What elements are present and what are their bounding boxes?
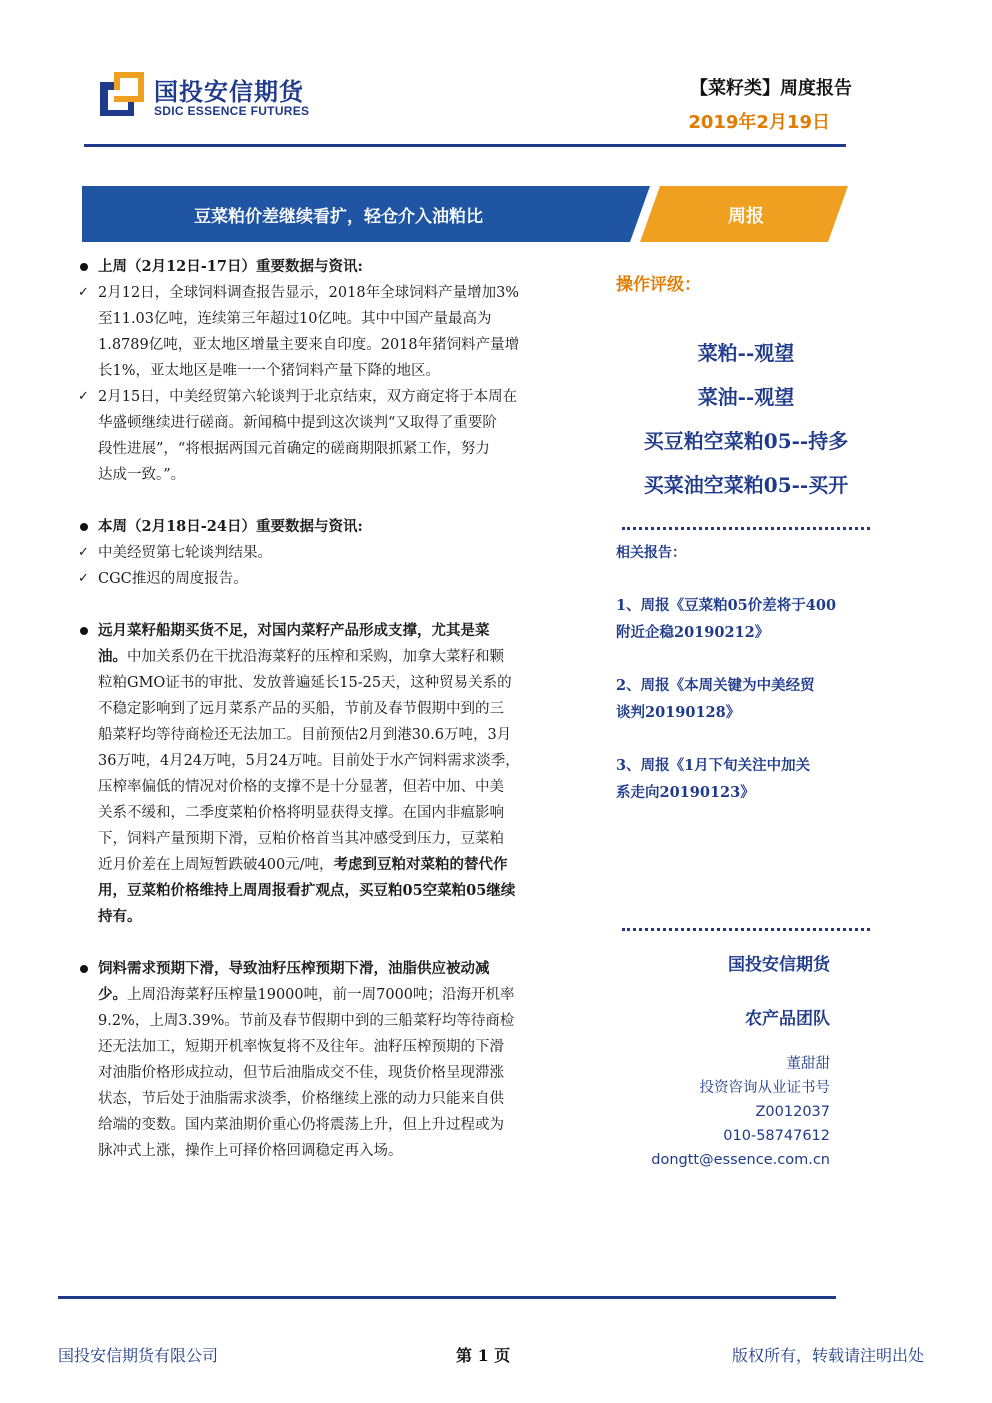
logo-en-text: SDIC ESSENCE FUTURES [154, 104, 310, 118]
check-icon: ✓ [78, 571, 89, 586]
list-item [76, 384, 596, 488]
analyst-name: 董甜甜 [786, 1056, 830, 1072]
analysis-paragraph-meal [76, 618, 596, 930]
line: 还无法加工，短期开机率恢复将不及往年。油籽压榨预期的下滑 [98, 1039, 504, 1055]
banner-title: 豆菜粕价差继续看扩，轻仓介入油粕比 [194, 207, 483, 227]
line: 给端的变数。国内菜油期价重心仍将震荡上升，但上升过程或为 [98, 1117, 504, 1133]
bold-line: 远月菜籽船期买货不足，对国内菜籽产品形成支撑，尤其是菜 [98, 622, 490, 639]
line: 段性进展”，“将根据两国元首确定的磋商期限抓紧工作，努力 [98, 441, 490, 457]
line: 脉冲式上涨，操作上可择价格回调稳定再入场。 [98, 1143, 403, 1159]
bold-line: 油。 [98, 648, 127, 665]
team-company: 国投安信期货 [728, 955, 830, 975]
spacer [616, 646, 876, 672]
ops-rating-head: 操作评级： [616, 275, 701, 295]
bold-line: 少。 [98, 986, 127, 1003]
line: 中加关系仍在干扰沿海菜籽的压榨和采购，加拿大菜籽和颗 [127, 649, 504, 665]
section-this-week-head: 本周（2月18日-24日）重要数据与资讯: [76, 514, 596, 540]
line: CGC推迟的周度报告。 [98, 571, 248, 587]
rating-item: 菜粕--观望 [697, 341, 795, 365]
list-item [76, 566, 596, 592]
report-date: 2019年2月19日 [688, 112, 830, 133]
line: 至11.03亿吨，连续第三年超过10亿吨。其中中国产量最高为 [98, 311, 492, 327]
line: 1.8789亿吨，亚太地区增量主要来自印度。2018年猪饲料产量增 [98, 337, 520, 353]
line: 上周沿海菜籽压榨量19000吨，前一周7000吨；沿海开机率 [127, 987, 515, 1003]
bold-line: 饲料需求预期下滑，导致油籽压榨预期下滑，油脂供应被动减 [98, 960, 490, 977]
bold-line: 用，豆菜粕价格维持上周周报看扩观点，买豆粕05空菜粕05继续 [98, 882, 516, 899]
line: 近月价差在上周短暂跌破400元/吨， [98, 857, 334, 873]
report-type: 【菜籽类】周度报告 [690, 78, 852, 99]
analysis-paragraph-oil [76, 956, 596, 1164]
related-reports-head: 相关报告： [616, 545, 686, 561]
spacer [76, 592, 596, 618]
line: 中美经贸第七轮谈判结果。 [98, 545, 272, 561]
line: 压榨率偏低的情况对价格的支撑不是十分显著，但若中加、中美 [98, 779, 504, 795]
phone-number: 010-58747612 [723, 1128, 830, 1144]
bold-line: 持有。 [98, 908, 142, 925]
line: 粒粕GMO证书的审批、发放普遍延长15-25天，这种贸易关系的 [98, 675, 512, 691]
section-last-week-head: 上周（2月12日-17日）重要数据与资讯: [76, 254, 596, 280]
related-report-link[interactable] [616, 672, 876, 726]
footer-divider [58, 1296, 836, 1299]
line: 1、周报《豆菜粕05价差将于400 [616, 597, 837, 614]
contact-block [651, 1052, 830, 1172]
line: 3、周报《1月下旬关注中加关 [616, 757, 811, 774]
license-label: 投资咨询从业证书号 [699, 1080, 830, 1096]
line: 9.2%，上周3.39%。节前及春节假期中到的三船菜籽均等待商检 [98, 1013, 515, 1029]
check-icon: ✓ [78, 285, 89, 300]
dotted-divider [622, 928, 870, 931]
line: 华盛顿继续进行磋商。新闻稿中提到这次谈判“又取得了重要阶 [98, 415, 497, 431]
line: 系走向20190123》 [616, 784, 755, 801]
bold-line: 考虑到豆粕对菜粕的替代作 [333, 856, 508, 873]
team-name: 农产品团队 [745, 1009, 830, 1029]
spacer [76, 930, 596, 956]
spacer [616, 530, 876, 542]
spacer [616, 295, 876, 331]
email-link[interactable]: dongtt@essence.com.cn [651, 1152, 830, 1168]
line: 长1%，亚太地区是唯一一个猪饲料产量下降的地区。 [98, 363, 441, 379]
list-item [76, 280, 596, 384]
line: 2月15日，中美经贸第六轮谈判于北京结束，双方商定将于本周在 [98, 389, 518, 405]
line: 下，饲料产量预期下滑，豆粕价格首当其冲感受到压力，豆菜粕 [98, 831, 504, 847]
list-item [76, 540, 596, 566]
spacer [76, 488, 596, 514]
main-content [76, 254, 596, 1164]
line: 谈判20190128》 [616, 704, 741, 721]
line: 2、周报《本周关键为中美经贸 [616, 677, 815, 694]
check-icon: ✓ [78, 545, 89, 560]
page-number: 第 1 页 [456, 1346, 511, 1365]
line: 状态，节后处于油脂需求淡季，价格继续上涨的动力只能来自供 [98, 1091, 504, 1107]
logo-mark-icon [100, 72, 144, 116]
logo-cn-text: 国投安信期货 [154, 78, 304, 106]
check-icon: ✓ [78, 389, 89, 404]
line: 2月12日，全球饲料调查报告显示，2018年全球饲料产量增加3% [98, 285, 520, 301]
spacer [616, 507, 876, 527]
related-report-link[interactable] [616, 752, 876, 806]
line: 关系不缓和，二季度菜粕价格将明显获得支撑。在国内非瘟影响 [98, 805, 504, 821]
banner-tag: 周报 [728, 206, 764, 227]
company-logo [100, 70, 340, 126]
line: 36万吨，4月24万吨，5月24万吨。目前处于水产饲料需求淡季， [98, 753, 520, 769]
footer-company: 国投安信期货有限公司 [58, 1346, 219, 1365]
title-banner [82, 186, 848, 242]
rating-item: 菜油--观望 [697, 385, 795, 409]
line: 附近企稳20190212》 [616, 624, 770, 641]
spacer [616, 562, 876, 592]
related-report-link[interactable] [616, 592, 876, 646]
sidebar [616, 270, 876, 806]
line: 对油脂价格形成拉动，但节后油脂成交不佳，现货价格呈现滞涨 [98, 1065, 504, 1081]
line: 不稳定影响到了远月菜系产品的买船，节前及春节假期中到的三 [98, 701, 504, 717]
footer-copyright: 版权所有，转载请注明出处 [731, 1346, 924, 1365]
rating-item: 买豆粕空菜粕05--持多 [643, 429, 849, 453]
spacer [616, 726, 876, 752]
line: 船菜籽均等待商检还无法加工。目前预估2月到港30.6万吨，3月 [98, 727, 512, 743]
rating-item: 买菜油空菜粕05--买开 [643, 473, 849, 497]
line: 达成一致。”。 [98, 467, 186, 483]
license-number: Z0012037 [755, 1104, 830, 1120]
header-divider [84, 144, 846, 147]
